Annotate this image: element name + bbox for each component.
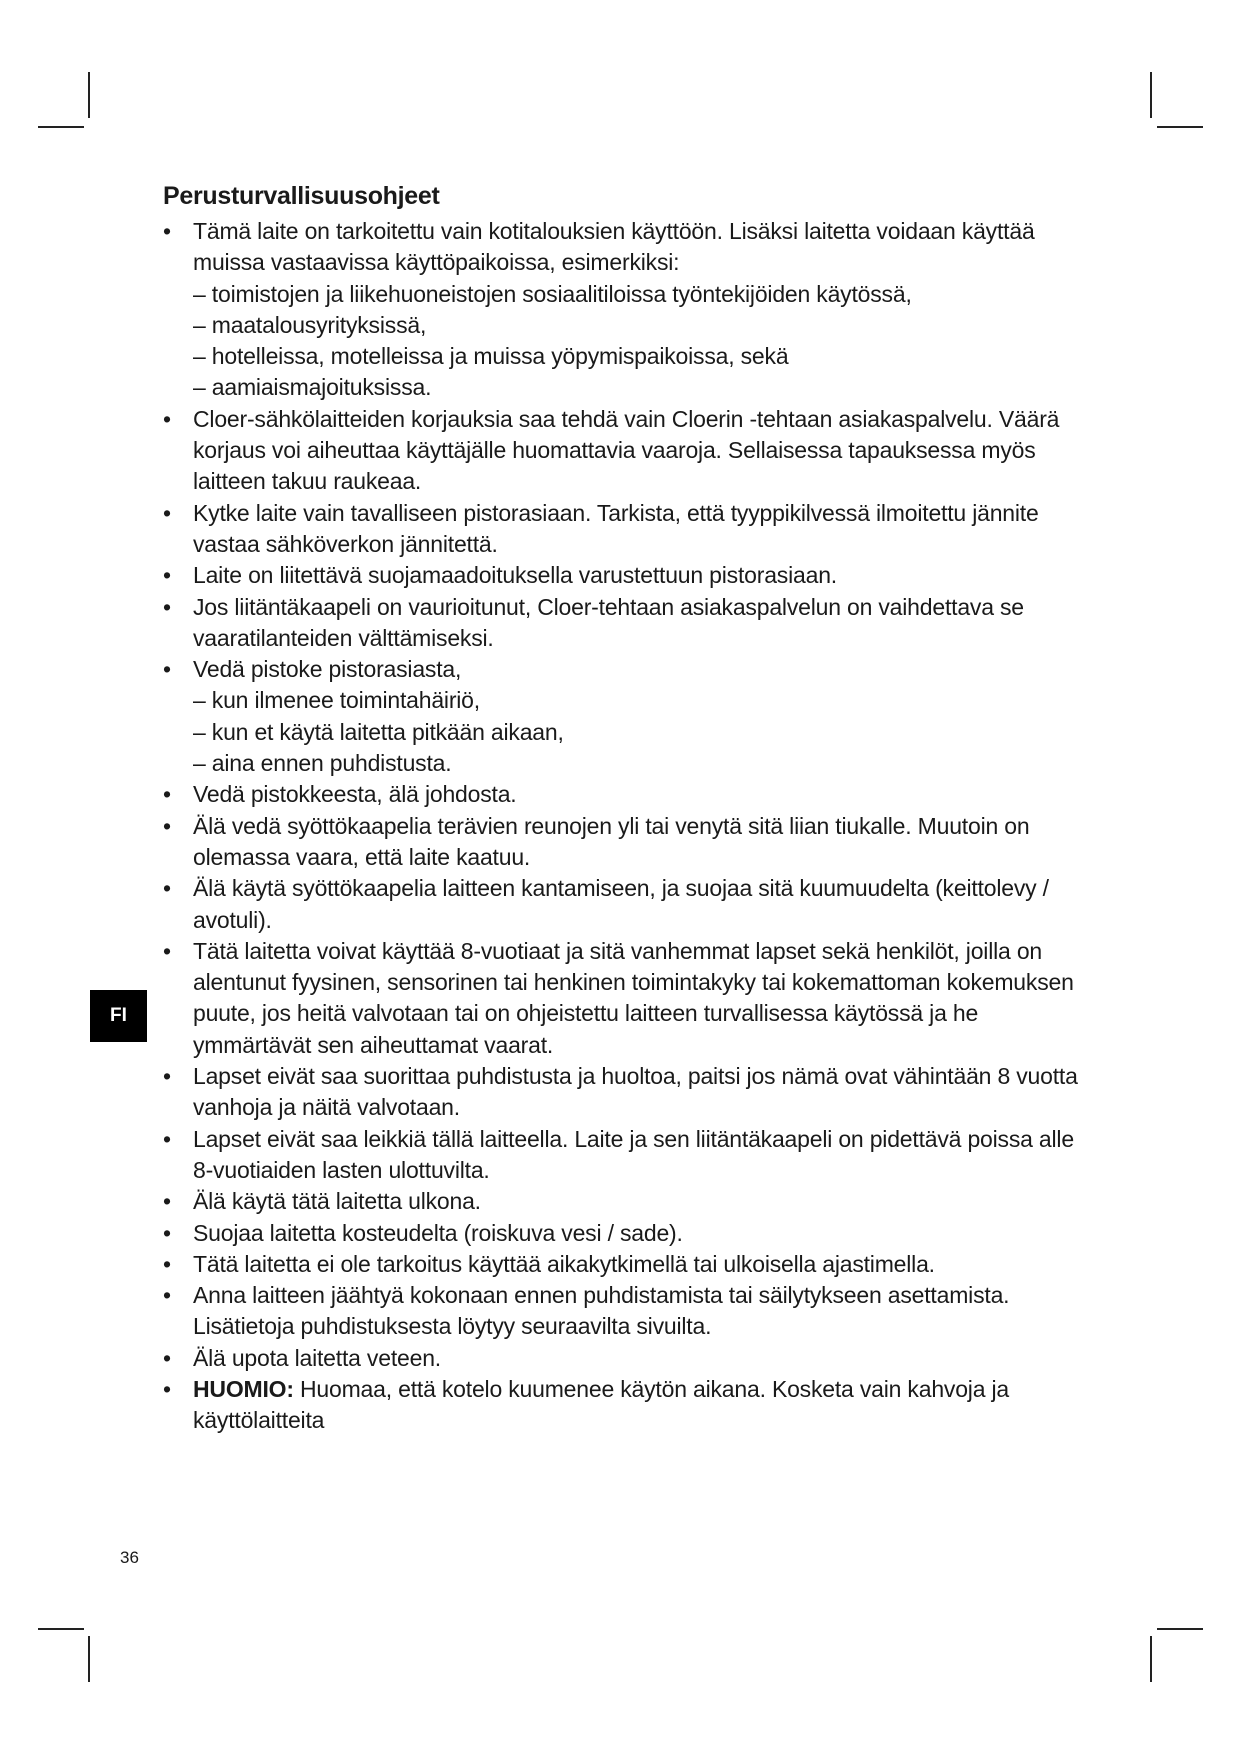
instruction-text: Huomaa, että kotelo kuumenee käytön aikana. Kosketa vain kahvoja ja käyttölaitteita	[193, 1375, 1009, 1434]
instruction-item	[163, 404, 1083, 498]
instruction-text: Älä käytä syöttökaapelia laitteen kantamiseen, ja suojaa sitä kuumuudelta (keittolevy / avotuli).	[193, 875, 1049, 933]
instruction-item	[163, 811, 1083, 874]
instruction-item	[163, 873, 1083, 936]
crop-mark-top-left-horizontal	[38, 126, 84, 128]
instruction-item	[163, 1061, 1083, 1124]
safety-instructions	[163, 180, 1083, 1437]
crop-mark-bottom-left-horizontal	[38, 1628, 84, 1630]
instruction-item	[163, 1124, 1083, 1187]
instruction-item	[163, 1218, 1083, 1249]
instruction-item	[163, 592, 1083, 655]
crop-mark-top-right-vertical	[1150, 72, 1152, 118]
sub-item: – kun ilmenee toimintahäiriö,	[193, 687, 480, 714]
instruction-text: Älä vedä syöttökaapelia terävien reunojen yli tai venytä sitä liian tiukalle. Muutoin on olemassa vaara, että laite kaatuu.	[193, 812, 1030, 870]
crop-mark-top-right-horizontal	[1157, 126, 1203, 128]
instruction-item	[163, 560, 1083, 591]
instruction-item	[163, 1186, 1083, 1217]
instruction-text: • Vedä pistoke pistorasiasta,	[193, 656, 462, 683]
sub-item: – maatalousyrityksissä,	[193, 311, 427, 338]
crop-mark-bottom-left-vertical	[88, 1636, 90, 1682]
sub-item: – aina ennen puhdistusta.	[193, 750, 452, 777]
emphasis-label: HUOMIO:	[193, 1375, 294, 1402]
instruction-text: Anna laitteen jäähtyä kokonaan ennen puhdistamista tai säilytykseen asettamista. Lisätietoja puhdistuksesta löytyy seuraavilta sivuilta.	[193, 1282, 1010, 1340]
instruction-list	[163, 216, 1083, 1437]
instruction-text: • Tämä laite on tarkoitettu vain kotitalouksien käyttöön. Lisäksi laitetta voidaan käyttää muissa vastaavissa käyttöpaikoissa, esimerkiksi:	[193, 218, 1035, 276]
instruction-item	[163, 936, 1083, 1061]
instruction-text: Lapset eivät saa leikkiä tällä laitteella. Laite ja sen liitäntäkaapeli on pidettävä poissa alle 8-vuotiaiden lasten ulottuvilta.	[193, 1125, 1074, 1183]
instruction-item	[163, 1343, 1083, 1374]
instruction-item	[163, 779, 1083, 810]
crop-mark-bottom-right-horizontal	[1157, 1628, 1203, 1630]
crop-mark-bottom-right-vertical	[1150, 1636, 1152, 1682]
instruction-item	[163, 1249, 1083, 1280]
instruction-item	[163, 498, 1083, 561]
page-number: 36	[120, 1548, 139, 1567]
instruction-text: Jos liitäntäkaapeli on vaurioitunut, Cloer-tehtaan asiakaspalvelun on vaihdettava se vaaratilanteiden välttämiseksi.	[193, 593, 1024, 651]
instruction-text: Cloer-sähkölaitteiden korjauksia saa tehdä vain Cloerin -tehtaan asiakaspalvelu. Väärä korjaus voi aiheuttaa käyttäjälle huomattavia vaaroja. Sellaisessa tapauksessa myös laitteen takuu raukeaa.	[193, 405, 1060, 495]
sub-item: – toimistojen ja liikehuoneistojen sosiaalitiloissa työntekijöiden käytössä,	[193, 280, 912, 307]
sub-item: – aamiaismajoituksissa.	[193, 374, 432, 401]
instruction-text: Kytke laite vain tavalliseen pistorasiaan. Tarkista, että tyyppikilvessä ilmoitettu jännite vastaa sähköverkon jännitettä.	[193, 499, 1039, 557]
instruction-item	[163, 216, 1083, 404]
instruction-text: Laite on liitettävä suojamaadoituksella varustettuun pistorasiaan.	[193, 562, 837, 589]
instruction-text: Vedä pistokkeesta, älä johdosta.	[193, 781, 517, 808]
sub-list	[193, 685, 1083, 779]
instruction-item	[163, 1280, 1083, 1343]
crop-mark-top-left-vertical	[88, 72, 90, 118]
instruction-text: Tätä laitetta ei ole tarkoitus käyttää aikakytkimellä tai ulkoisella ajastimella.	[193, 1250, 935, 1277]
instruction-text: Suojaa laitetta kosteudelta (roiskuva vesi / sade).	[193, 1219, 683, 1246]
sub-item: – kun et käytä laitetta pitkään aikaan,	[193, 718, 564, 745]
language-tab: FI	[90, 990, 147, 1042]
sub-item: – hotelleissa, motelleissa ja muissa yöpymispaikoissa, sekä	[193, 343, 789, 370]
section-heading: Perusturvallisuusohjeet	[163, 182, 440, 210]
instruction-item	[163, 654, 1083, 779]
instruction-text: Älä käytä tätä laitetta ulkona.	[193, 1188, 481, 1215]
instruction-text: Lapset eivät saa suorittaa puhdistusta ja huoltoa, paitsi jos nämä ovat vähintään 8 vuotta vanhoja ja näitä valvotaan.	[193, 1063, 1078, 1121]
instruction-text: Älä upota laitetta veteen.	[193, 1344, 441, 1371]
instruction-item	[163, 1374, 1083, 1437]
sub-list	[193, 279, 1083, 404]
instruction-text: Tätä laitetta voivat käyttää 8-vuotiaat ja sitä vanhemmat lapset sekä henkilöt, joilla on alentunut fyysinen, sensorinen tai henkinen toimintakyky tai kokemattoman kokemuksen puute, jos heitä valvotaan tai on ohjeistettu laitteen turvallisessa käytössä ja he ymmärtävät sen aiheuttamat vaarat.	[193, 937, 1074, 1058]
